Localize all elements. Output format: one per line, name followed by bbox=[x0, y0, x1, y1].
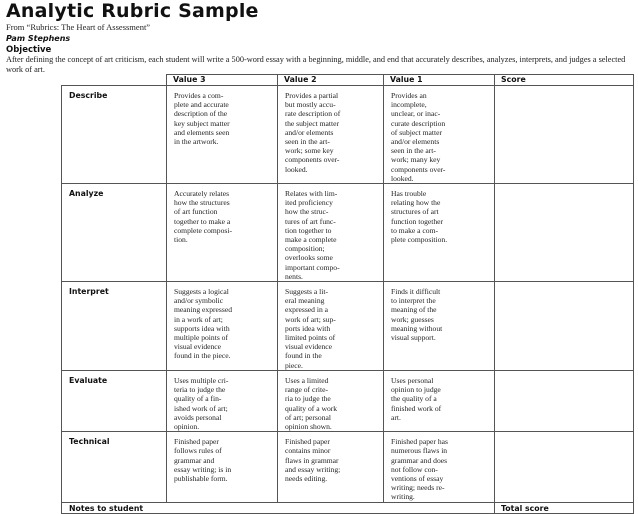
notes-to-student: Notes to student bbox=[62, 502, 495, 513]
objective-heading: Objective bbox=[6, 45, 52, 55]
row-describe bbox=[62, 86, 634, 184]
analyze-score bbox=[495, 184, 634, 282]
describe-value-3: Provides a com- plete and accurate description of the key subject matter and elements seen in the artwork. bbox=[167, 86, 278, 184]
header-score: Score bbox=[495, 75, 634, 86]
analyze-value-2: Relates with lim- ited proficiency how the struc- tures of art func- tion together to make a complete composition; overlooks some important compo- nents. bbox=[278, 184, 384, 282]
interpret-value-1: Finds it difficult to interpret the meaning of the work; guesses meaning without visual support. bbox=[384, 282, 495, 371]
analyze-value-1: Has trouble relating how the structures of art function together to make a com- plete composition. bbox=[384, 184, 495, 282]
objective-text: After defining the concept of art criticism, each student will write a 500-word essay with a beginning, middle, and end that accurately describes, analyzes, interprets, and judges a selected work of art. bbox=[6, 55, 626, 74]
row-technical bbox=[62, 432, 634, 502]
header-value-2: Value 2 bbox=[278, 75, 384, 86]
header-row bbox=[62, 75, 634, 86]
author-name: Pam Stephens bbox=[6, 34, 71, 43]
evaluate-value-1: Uses personal opinion to judge the quality of a finished work of art. bbox=[384, 370, 495, 431]
technical-value-3: Finished paper follows rules of grammar and essay writing; is in publishable form. bbox=[167, 432, 278, 502]
describe-score bbox=[495, 86, 634, 184]
criterion-technical: Technical bbox=[62, 432, 167, 502]
criterion-describe: Describe bbox=[62, 86, 167, 184]
header-blank bbox=[62, 75, 167, 86]
interpret-value-3: Suggests a logical and/or symbolic meaning expressed in a work of art; supports idea with multiple points of visual evidence found in the piece. bbox=[167, 282, 278, 371]
document-title: Analytic Rubric Sample bbox=[6, 0, 259, 22]
technical-value-2: Finished paper contains minor flaws in grammar and essay writing; needs editing. bbox=[278, 432, 384, 502]
evaluate-value-2: Uses a limited range of crite- ria to judge the quality of a work of art; personal opinion shown. bbox=[278, 370, 384, 431]
technical-score bbox=[495, 432, 634, 502]
header-value-1: Value 1 bbox=[384, 75, 495, 86]
evaluate-value-3: Uses multiple cri- teria to judge the quality of a fin- ished work of art; avoids personal opinion. bbox=[167, 370, 278, 431]
row-evaluate bbox=[62, 370, 634, 431]
row-interpret bbox=[62, 282, 634, 371]
rubric-table bbox=[61, 74, 634, 514]
describe-value-1: Provides an incomplete, unclear, or inac- curate description of subject matter and/or elements seen in the art- work; many key components over- looked. bbox=[384, 86, 495, 184]
notes-row bbox=[62, 502, 634, 513]
interpret-score bbox=[495, 282, 634, 371]
interpret-value-2: Suggests a lit- eral meaning expressed in a work of art; sup- ports idea with limited points of visual evidence found in the piece. bbox=[278, 282, 384, 371]
total-score: Total score bbox=[495, 502, 634, 513]
criterion-analyze: Analyze bbox=[62, 184, 167, 282]
document-subtitle: From “Rubrics: The Heart of Assessment” bbox=[6, 22, 151, 32]
row-analyze bbox=[62, 184, 634, 282]
criterion-evaluate: Evaluate bbox=[62, 370, 167, 431]
analyze-value-3: Accurately relates how the structures of art function together to make a complete composi- tion. bbox=[167, 184, 278, 282]
evaluate-score bbox=[495, 370, 634, 431]
describe-value-2: Provides a partial but mostly accu- rate description of the subject matter and/or elements seen in the art- work; some key components over- looked. bbox=[278, 86, 384, 184]
header-value-3: Value 3 bbox=[167, 75, 278, 86]
technical-value-1: Finished paper has numerous flaws in grammar and does not follow con- ventions of essay writing; needs re- writing. bbox=[384, 432, 495, 502]
criterion-interpret: Interpret bbox=[62, 282, 167, 371]
